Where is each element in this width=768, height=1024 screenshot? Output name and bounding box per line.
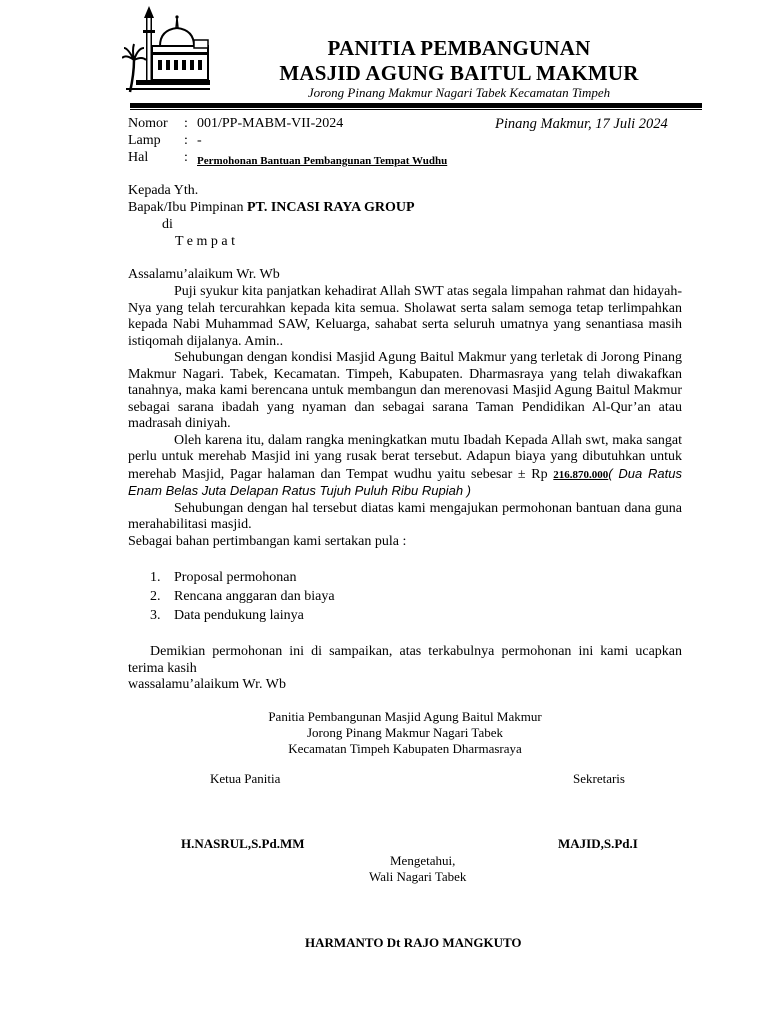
list-item: 1. Proposal permohonan [150,570,297,585]
chair-name: H.NASRUL,S.Pd.MM [181,836,305,851]
nomor-label: Nomor [128,116,168,131]
paragraph-5: Sebagai bahan pertimbangan kami sertakan pula : [128,533,407,549]
letterhead-divider-thin [130,109,702,110]
org-line1: Panitia Pembangunan Masjid Agung Baitul Makmur [268,709,542,724]
letterhead-title-line2: MASJID AGUNG BAITUL MAKMUR [279,61,639,85]
recipient-di: di [162,217,173,232]
closing-block [128,644,682,694]
paragraph-2: Sehubungan dengan kondisi Masjid Agung Baitul Makmur yang terletak di Jorong Pinang Makmur Nagari. Tabek, Kecamatan. Timpeh, Kabupaten. Dharmasraya yang telah diwakafkan tanahnya, maka kami berencana untuk membangun dan merenovasi Masjid Agung Baitul Makmur sebagai sarana ibadah yang nyaman dan sebagai sarana Taman Pendidikan Al-Qur’an atau madrasah diniyah. [128,350,682,431]
attachment-list [150,568,335,625]
acknowledged-label: Mengetahui, [390,853,456,868]
letterhead-divider-thick [130,103,702,108]
recipient-line2 [128,200,415,217]
hal-colon: : [184,150,188,165]
lamp-colon: : [184,133,188,148]
recipient-tempat: T e m p a t [175,234,236,249]
nomor-colon: : [184,116,188,131]
recipient-prefix: Bapak/Ibu Pimpinan [128,200,247,215]
greeting: Assalamu’alaikum Wr. Wb [128,267,280,282]
amount-words: ( Dua Ratus Enam Belas Juta Delapan Ratus Tujuh Puluh Ribu Rupiah ) [128,465,682,498]
letterhead-address: Jorong Pinang Makmur Nagari Tabek Kecamatan Timpeh [307,85,611,100]
secretary-name: MAJID,S.Pd.I [558,836,638,851]
org-line3: Kecamatan Timpeh Kabupaten Dharmasraya [288,741,522,756]
list-item: 3. Data pendukung lainya [150,608,304,623]
recipient-line1: Kepada Yth. [128,183,199,198]
farewell: wassalamu’alaikum Wr. Wb [128,677,286,692]
chair-title: Ketua Panitia [210,771,281,786]
paragraph-3 [128,433,682,501]
list-item: 2. Rencana anggaran dan biaya [150,589,335,604]
letterhead-title-line1: PANITIA PEMBANGUNAN [327,36,591,60]
org-line2: Jorong Pinang Makmur Nagari Tabek [307,725,503,740]
paragraph-1: Puji syukur kita panjatkan kehadirat Allah SWT atas segala limpahan rahmat dan hidayah-Nya yang telah tercurahkan kepada kita semua. Sholawat serta salam semoga tetap terlimpahkan kepada Nabi Muhammad SAW, Keluarga, sahabat serta seluruh umatnya yang senantiasa masih istiqomah dijalanya. Amin.. [128,284,682,349]
nomor-value: 001/PP-MABM-VII-2024 [197,116,344,131]
wali-title: Wali Nagari Tabek [369,869,467,884]
lamp-value: - [197,133,202,148]
wali-name: HARMANTO Dt RAJO MANGKUTO [305,935,522,950]
hal-label: Hal [128,150,149,165]
letter-date: Pinang Makmur, 17 Juli 2024 [495,116,668,132]
lamp-label: Lamp [128,133,161,148]
secretary-title: Sekretaris [573,771,625,786]
amount-value: 216.870.000 [553,468,609,481]
paragraph-3-text: Oleh karena itu, dalam rangka meningkatkan mutu Ibadah Kepada Allah swt, maka sangat perlu untuk merehab Masjid ini yang rusak berat tersebut. Adapun biaya yang dibutuhkan untuk merehab Masjid, Pagar halaman dan Tempat wudhu yaitu sebesar ± Rp [128,432,682,482]
hal-value: Permohonan Bantuan Pembangunan Tempat Wudhu [197,155,448,167]
letter-body [128,284,682,550]
recipient-company: PT. INCASI RAYA GROUP [247,200,415,215]
closing-paragraph: Demikian permohonan ini di sampaikan, atas terkabulnya permohonan ini kami ucapkan terima kasih [128,644,682,676]
paragraph-4: Sehubungan dengan hal tersebut diatas kami mengajukan permohonan bantuan dana guna merahabilitasi masjid. [128,500,682,532]
